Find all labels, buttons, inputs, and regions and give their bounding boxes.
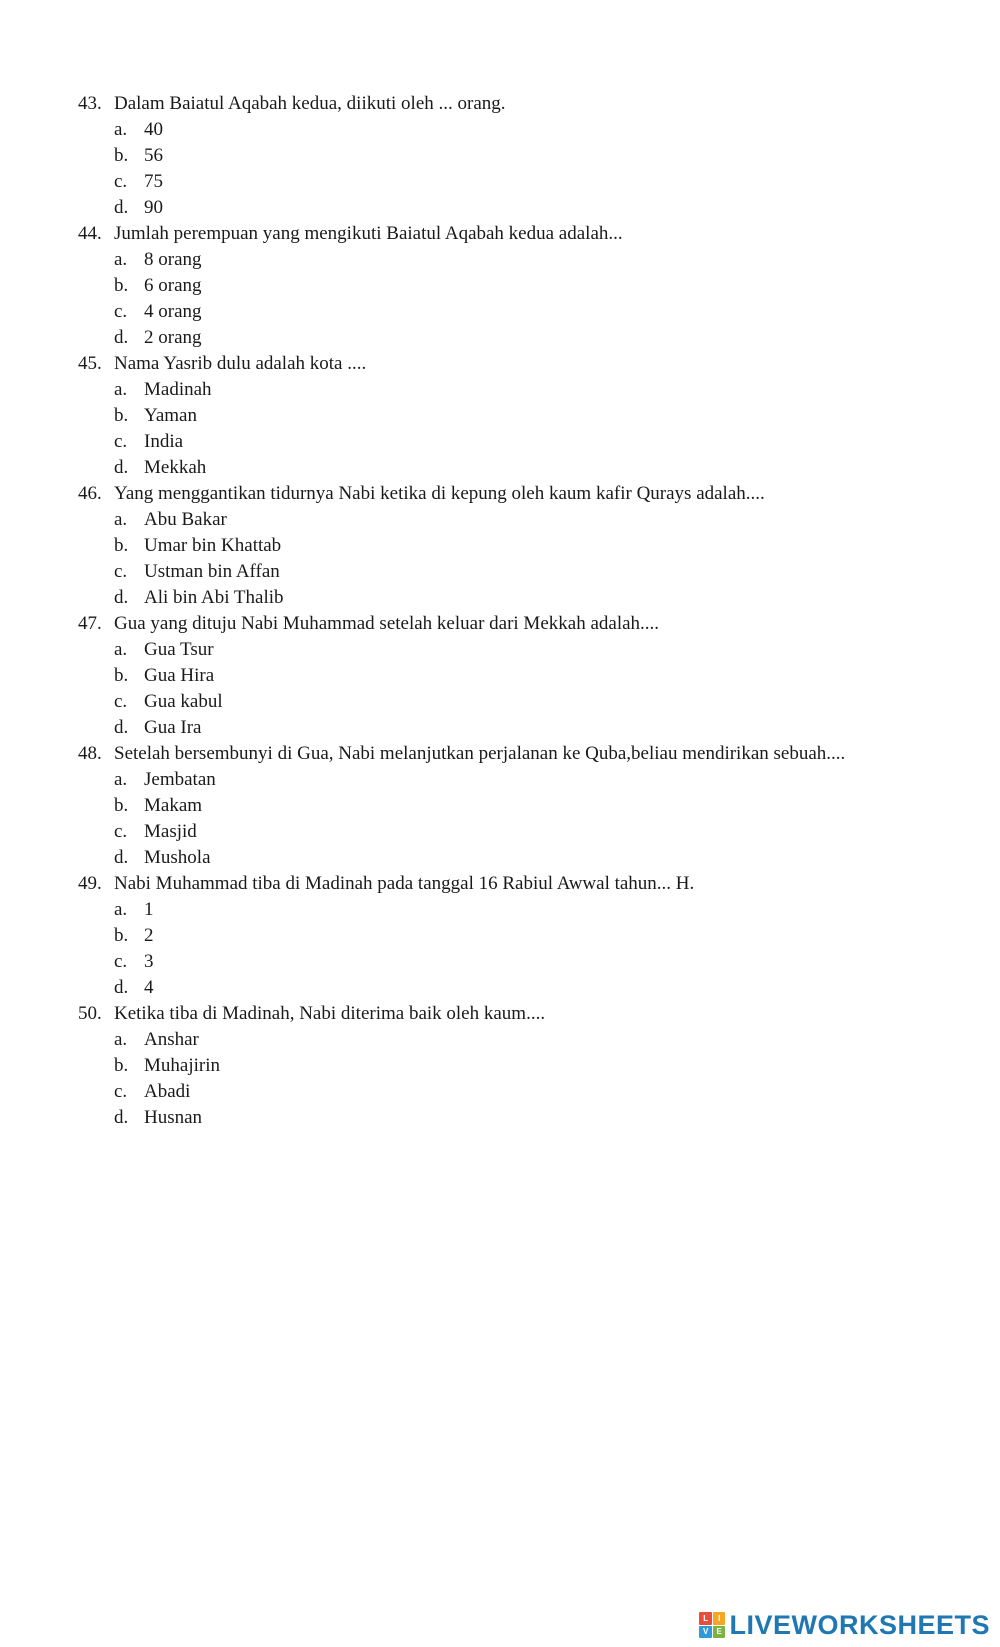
question-number: 47. [78,613,102,634]
option-letter: d. [114,197,129,218]
option-text: Anshar [144,1029,199,1050]
option-text: Gua Hira [144,665,215,686]
question-number: 43. [78,93,102,114]
option-text: Mekkah [144,457,207,478]
option-text: 75 [144,171,163,192]
logo-mark-cell: V [699,1626,712,1639]
question-44 [78,221,958,247]
answer-option[interactable] [78,429,958,455]
question-46 [78,481,958,507]
answer-option[interactable] [78,845,958,871]
question-43 [78,91,958,117]
question-47 [78,611,958,637]
option-text: 2 [144,925,154,946]
option-text: Ali bin Abi Thalib [144,587,284,608]
option-letter: b. [114,795,129,816]
logo-mark-cell: L [699,1612,712,1625]
option-text: Yaman [144,405,197,426]
answer-option[interactable] [78,767,958,793]
answer-option[interactable] [78,169,958,195]
answer-option[interactable] [78,455,958,481]
option-letter: c. [114,691,128,712]
option-text: 56 [144,145,163,166]
question-text: Nama Yasrib dulu adalah kota .... [114,353,367,374]
answer-option[interactable] [78,377,958,403]
liveworksheets-logo-icon [699,1612,725,1638]
question-number: 48. [78,743,102,764]
answer-option[interactable] [78,1027,958,1053]
option-letter: c. [114,301,128,322]
option-text: Husnan [144,1107,203,1128]
answer-option[interactable] [78,1105,958,1131]
answer-option[interactable] [78,897,958,923]
option-text: 3 [144,951,154,972]
question-text: Ketika tiba di Madinah, Nabi diterima baik oleh kaum.... [114,1003,546,1024]
question-number: 46. [78,483,102,504]
answer-option[interactable] [78,715,958,741]
answer-option[interactable] [78,819,958,845]
option-text: 4 [144,977,154,998]
question-text: Yang menggantikan tidurnya Nabi ketika di kepung oleh kaum kafir Qurays adalah.... [114,483,765,504]
option-letter: d. [114,847,129,868]
option-text: 1 [144,899,154,920]
answer-option[interactable] [78,793,958,819]
answer-option[interactable] [78,247,958,273]
answer-option[interactable] [78,585,958,611]
option-letter: a. [114,639,128,660]
option-text: Masjid [144,821,197,842]
option-letter: a. [114,249,128,270]
option-text: 4 orang [144,301,202,322]
answer-option[interactable] [78,195,958,221]
option-letter: b. [114,665,129,686]
option-letter: d. [114,327,129,348]
option-letter: a. [114,119,128,140]
question-text: Setelah bersembunyi di Gua, Nabi melanjutkan perjalanan ke Quba,beliau mendirikan sebuah.... [114,743,846,764]
option-letter: d. [114,717,129,738]
logo-mark-cell: I [713,1612,726,1625]
answer-option[interactable] [78,1053,958,1079]
option-letter: d. [114,587,129,608]
option-text: Madinah [144,379,212,400]
question-number: 50. [78,1003,102,1024]
option-text: 40 [144,119,163,140]
option-letter: b. [114,535,129,556]
option-text: Jembatan [144,769,216,790]
answer-option[interactable] [78,559,958,585]
option-text: Muhajirin [144,1055,220,1076]
option-text: 2 orang [144,327,202,348]
option-text: Umar bin Khattab [144,535,282,556]
option-letter: c. [114,821,128,842]
question-text: Gua yang dituju Nabi Muhammad setelah keluar dari Mekkah adalah.... [114,613,660,634]
option-letter: d. [114,1107,129,1128]
question-number: 45. [78,353,102,374]
option-letter: a. [114,769,128,790]
option-letter: a. [114,1029,128,1050]
option-letter: c. [114,431,128,452]
option-text: India [144,431,184,452]
answer-option[interactable] [78,507,958,533]
worksheet [78,91,958,1131]
logo-mark-cell: E [713,1626,726,1639]
option-text: Gua kabul [144,691,223,712]
answer-option[interactable] [78,637,958,663]
question-number: 44. [78,223,102,244]
option-text: 8 orang [144,249,202,270]
answer-option[interactable] [78,533,958,559]
question-text: Nabi Muhammad tiba di Madinah pada tanggal 16 Rabiul Awwal tahun... H. [114,873,695,894]
answer-option[interactable] [78,143,958,169]
option-letter: c. [114,561,128,582]
question-45 [78,351,958,377]
option-text: Mushola [144,847,211,868]
answer-option[interactable] [78,117,958,143]
option-letter: c. [114,171,128,192]
option-letter: a. [114,379,128,400]
logo-text: LIVEWORKSHEETS [729,1609,990,1640]
answer-option[interactable] [78,923,958,949]
option-text: Abu Bakar [144,509,227,530]
option-text: Makam [144,795,203,816]
option-letter: a. [114,509,128,530]
answer-option[interactable] [78,689,958,715]
answer-option[interactable] [78,975,958,1001]
option-text: Ustman bin Affan [144,561,280,582]
answer-option[interactable] [78,949,958,975]
question-49 [78,871,958,897]
question-48 [78,741,958,767]
option-letter: b. [114,925,129,946]
option-letter: d. [114,977,129,998]
option-letter: b. [114,405,129,426]
option-letter: c. [114,1081,128,1102]
question-text: Dalam Baiatul Aqabah kedua, diikuti oleh ... orang. [114,93,506,114]
option-letter: b. [114,275,129,296]
option-letter: b. [114,1055,129,1076]
liveworksheets-logo [699,1609,990,1641]
option-text: Gua Tsur [144,639,214,660]
answer-option[interactable] [78,299,958,325]
answer-option[interactable] [78,1079,958,1105]
answer-option[interactable] [78,403,958,429]
option-text: 6 orang [144,275,202,296]
option-text: 90 [144,197,163,218]
answer-option[interactable] [78,663,958,689]
option-letter: d. [114,457,129,478]
answer-option[interactable] [78,325,958,351]
question-number: 49. [78,873,102,894]
option-text: Gua Ira [144,717,202,738]
question-50 [78,1001,958,1027]
option-letter: c. [114,951,128,972]
option-letter: b. [114,145,129,166]
answer-option[interactable] [78,273,958,299]
question-text: Jumlah perempuan yang mengikuti Baiatul Aqabah kedua adalah... [114,223,623,244]
option-letter: a. [114,899,128,920]
option-text: Abadi [144,1081,191,1102]
